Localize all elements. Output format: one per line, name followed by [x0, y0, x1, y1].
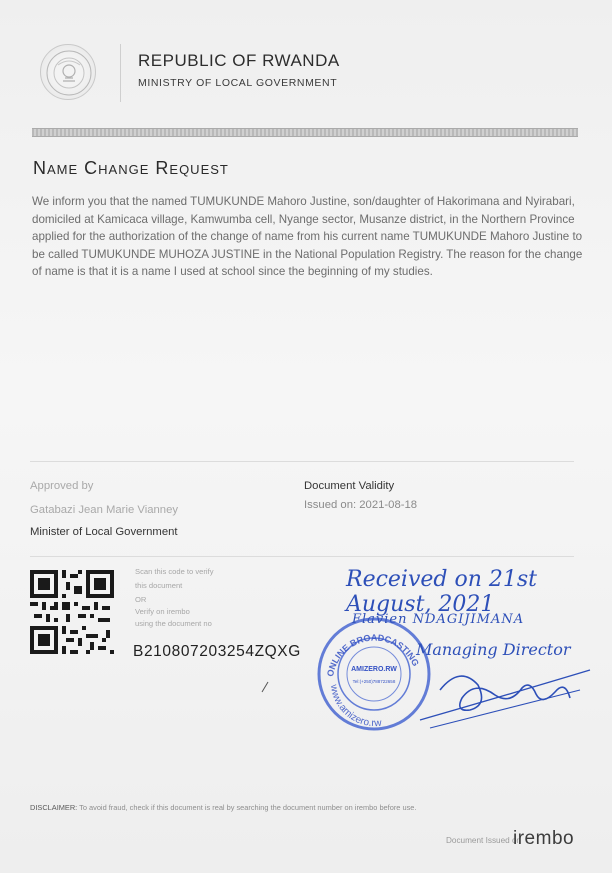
approved-by-label: Approved by	[30, 480, 94, 492]
disclaimer-text: To avoid fraud, check if this document is real by searching the document number on irembo before use.	[77, 803, 417, 812]
rwanda-seal-icon	[40, 44, 96, 100]
disclaimer	[30, 803, 416, 812]
verify-line: Scan this code to verify	[135, 567, 214, 576]
disclaimer-label: DISCLAIMER:	[30, 803, 78, 812]
stamp-phone: Tel:(+250)788722658	[352, 679, 396, 684]
stamp-bottom-text: www.amizero.rw	[327, 683, 382, 730]
verify-line: Verify on irembo	[135, 607, 190, 616]
verify-instructions	[135, 566, 214, 630]
stamp-center-text: AMIZERO.RW	[351, 666, 397, 673]
signature	[400, 650, 600, 740]
verify-line: using the document no	[135, 619, 212, 628]
header-divider	[120, 44, 121, 102]
handwritten-name: Flavien NDAGIJIMANA	[352, 612, 525, 627]
country-name: REPUBLIC OF RWANDA	[138, 51, 340, 70]
header-band	[32, 128, 578, 137]
verify-line: this document	[135, 581, 183, 590]
document-number: B210807203254ZQXG	[133, 643, 301, 660]
document-body: We inform you that the named TUMUKUNDE Mahoro Justine, son/daughter of Hakorimana and Nyirabari, domiciled at Kamicaca village, Kamwumba cell, Nyange sector, Musanze district, in the Northern Province applied for the authorization of the change of name from his current name TUMUKUNDE Mahoro Justine to be called TUMUKUNDE MUHOZA JUSTINE in the National Population Registry. The reason for the change of name is that it is a name I used at school since the beginning of my studies.	[32, 195, 583, 279]
handwritten-title: Managing Director	[416, 640, 571, 659]
approver-name: Gatabazi Jean Marie Vianney	[30, 504, 178, 516]
issued-on-label: Document Issued on	[446, 836, 522, 845]
approver-role: Minister of Local Government	[30, 526, 178, 538]
stamp-top-text: ONLINE BROADCASTING	[325, 632, 421, 678]
svg-text:www.amizero.rw	[328, 683, 383, 730]
section-divider	[30, 461, 574, 462]
validity-label: Document Validity	[304, 480, 395, 492]
issued-date: Issued on: 2021-08-18	[304, 499, 418, 511]
irembo-logo[interactable]: irembo	[513, 828, 575, 849]
verify-line: OR	[135, 595, 147, 604]
handwritten-received: Received on 21st August, 2021	[346, 567, 538, 617]
document-title: Name Change Request	[33, 158, 229, 178]
qr-code[interactable]	[30, 570, 114, 654]
section-divider-2	[30, 556, 574, 557]
ministry-name: MINISTRY OF LOCAL GOVERNMENT	[138, 77, 338, 89]
pen-mark	[258, 676, 278, 696]
